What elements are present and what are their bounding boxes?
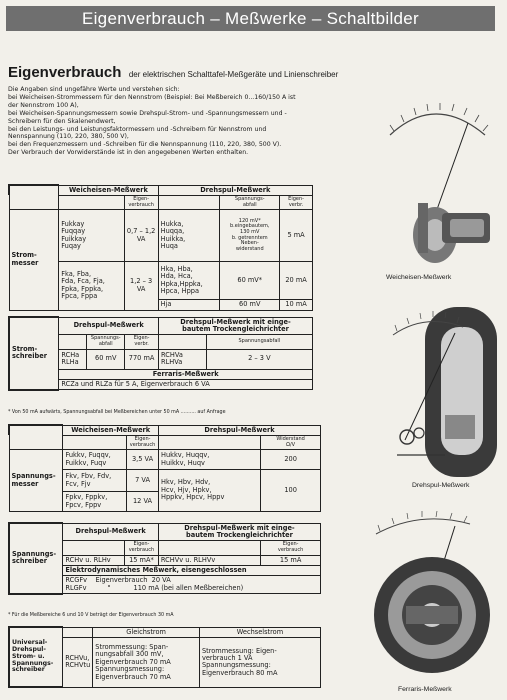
ferraris-messwerk-illustration <box>370 510 500 682</box>
cell-types: Fkv, Fbv, Fdv, Fcv, Fjv <box>63 470 127 492</box>
cell-types: Fukkay Fuqqay Fuikkay Fuqay <box>59 210 124 262</box>
intro-line: Der Verbrauch der Vorwiderstände ist in den angegebenen Werten enthalten. <box>8 149 249 157</box>
spannungsschreiber-table <box>8 522 321 595</box>
intro-line: Die Angaben sind ungefähre Werte und verstehen sich: <box>8 86 180 93</box>
header-eigenverbrauch: Eigen- verbrauch <box>127 435 159 449</box>
section-subtitle: der elektrischen Schalttafel-Meßgeräte und Linienschreiber <box>128 70 339 79</box>
caption-drehspul: Drehspul-Meßwerk <box>412 482 470 489</box>
cell-types: Fka, Fba, Fda, Fca, Fja, Fpka, Fppka, Fpca, Fppa <box>59 262 124 310</box>
cell-value: 200 <box>261 450 321 470</box>
row-label-spannungsmesser: Spannungs- messer <box>9 450 63 512</box>
header-spannungsabfall: Spannungs- abfall <box>87 335 125 349</box>
page-banner: Eigenverbrauch – Meßwerke – Schaltbilder <box>6 6 495 31</box>
header-spannungsabfall: Spannungs- abfall <box>220 195 280 209</box>
header-drehspul: Drehspul-Meßwerk <box>59 317 159 335</box>
footnote: * Für die Meßbereiche 6 und 10 V beträgt der Eigenverbrauch 30 mA <box>8 613 174 618</box>
row-label-spannungsschreiber: Spannungs- schreiber <box>9 523 63 594</box>
cell-types: RCHVu, RCHVtu <box>63 637 93 687</box>
cell-value: 7 VA <box>127 470 159 492</box>
cell-value: 15 mA* <box>124 555 158 565</box>
cell-elektrodynamisch <box>63 576 321 594</box>
cell-value: 100 <box>261 470 321 512</box>
header-wechselstrom: Wechselstrom <box>199 627 320 637</box>
intro-text <box>8 86 306 157</box>
header-ferraris: Ferraris-Meßwerk <box>59 369 313 379</box>
intro-line: bei Weicheisen-Strommessern für den Nennstrom (Beispiel: Bei Meßbereich 0...160/150 A ist der Nennstrom 100 A), <box>8 93 296 109</box>
header-drehspul: Drehspul-Meßwerk <box>158 185 312 195</box>
cell-ferraris: RCZa und RLZa für 5 A, Eigenverbrauch 6 VA <box>59 379 313 389</box>
universal-table <box>8 626 321 688</box>
spannungsmesser-table <box>8 424 321 512</box>
header-drehspul: Drehspul-Meßwerk <box>159 425 321 435</box>
header-eigenverbrauch: Eigen- verbr. <box>280 195 313 209</box>
header-drehspul-gleichrichter: Drehspul-Meßwerk mit einge- bautem Trockengleichrichter <box>159 317 313 335</box>
cell-value: Strommessung: Eigen- verbrauch 1 VA Spannungsmessung: Eigenverbrauch 80 mA <box>199 637 320 687</box>
row-label-universal: Universal- Drehspul- Strom- u. Spannungs- schreiber <box>9 627 63 687</box>
line: RLGFv " 110 mA (bei allen Meßbereichen) <box>65 583 244 592</box>
header-gleichstrom: Gleichstrom <box>93 627 200 637</box>
cell-value: 2 – 3 V <box>206 349 312 369</box>
header-eigenverbrauch: Eigen- verbrauch <box>124 541 158 555</box>
weicheisen-messwerk-illustration <box>380 95 500 275</box>
cell-types: Hukkv, Huqqv, Huikkv, Huqv <box>159 450 261 470</box>
intro-line: bei den Leistungs- und Leistungsfaktormessern und -Schreibern für Nennstrom und Nennspannung (110, 220, 380, 500 V), <box>8 125 267 141</box>
section-title: Eigenverbrauch <box>8 64 122 81</box>
header-eigenverbrauch: Eigen- verbrauch <box>261 541 321 555</box>
cell-types: Hukka, Huqqa, Huikka, Huqa <box>158 210 220 262</box>
cell-types: Hkv, Hbv, Hdv, Hcv, Hjv, Hpkv, Hppkv, Hpcv, Hppv <box>159 470 261 512</box>
header-elektrodynamisch: Elektrodynamisches Meßwerk, eisengeschlossen <box>63 565 321 575</box>
cell-types: Fpkv, Fppkv, Fpcv, Fppv <box>63 492 127 512</box>
header-widerstand: Widerstand Ω/V <box>261 435 321 449</box>
cell-value: 1,2 – 3 VA <box>124 262 158 310</box>
caption-ferraris: Ferraris-Meßwerk <box>398 686 452 693</box>
strommesser-table <box>8 184 313 311</box>
header-eigenverbrauch: Eigen- verbrauch <box>124 195 158 209</box>
row-label-strommesser: Strom- messer <box>9 210 59 310</box>
cell-value: 60 mV <box>87 349 125 369</box>
cell-value: 12 VA <box>127 492 159 512</box>
cell-types: RCHVv u. RLHVv <box>158 555 260 565</box>
cell-types: Hja <box>158 300 220 310</box>
cell-value: 120 mV* b.eingebautem, 130 mV b. getrenntem Neben- widerstand <box>220 210 280 262</box>
cell-value: 3,5 VA <box>127 450 159 470</box>
cell-value: Strommessung: Span- nungsabfall 300 mV, Eigenverbrauch 70 mA Spannungsmessung: Eigenverbrauch 70 mA <box>93 637 200 687</box>
cell-value: 5 mA <box>280 210 313 262</box>
section-heading <box>8 64 338 82</box>
line: RCGFv Eigenverbrauch 20 VA <box>65 576 171 585</box>
cell-types: Hka, Hba, Hda, Hca, Hpka,Hppka, Hpca, Hppa <box>158 262 220 300</box>
header-drehspul: Drehspul-Meßwerk <box>63 523 159 541</box>
cell-value: 770 mA <box>125 349 159 369</box>
header-spannungsabfall: Spannungsabfall <box>206 335 312 349</box>
cell-types: RCHv u. RLHv <box>63 555 125 565</box>
cell-types: RCHa RLHa <box>59 349 87 369</box>
caption-weicheisen: Weicheisen-Meßwerk <box>386 274 452 281</box>
drehspul-messwerk-illustration <box>385 305 500 480</box>
cell-types: Fukkv, Fuqqv, Fuikkv, Fuqv <box>63 450 127 470</box>
header-weicheisen: Weicheisen-Meßwerk <box>59 185 158 195</box>
header-drehspul-gleichrichter: Drehspul-Meßwerk mit einge- bautem Trockengleichrichter <box>158 523 320 541</box>
cell-value: 60 mV <box>220 300 280 310</box>
row-label-stromschreiber: Strom- schreiber <box>9 317 59 390</box>
cell-value: 0,7 – 1,2 VA <box>124 210 158 262</box>
cell-value: 60 mV* <box>220 262 280 300</box>
header-eigenverbrauch: Eigen- verbr. <box>125 335 159 349</box>
cell-value: 10 mA <box>280 300 313 310</box>
header-weicheisen: Weicheisen-Meßwerk <box>63 425 159 435</box>
cell-value: 15 mA <box>261 555 321 565</box>
cell-types: RCHVa RLHVa <box>159 349 207 369</box>
intro-line: bei den Frequenzmessern und -Schreiben für die Nennspannung (110, 220, 380, 500 V). <box>8 141 282 149</box>
cell-value: 20 mA <box>280 262 313 300</box>
footnote: * Von 50 mA aufwärts, Spannungsabfall bei Meßbereichen unter 50 mA .......... auf Anfrage <box>8 410 226 415</box>
stromschreiber-table <box>8 316 313 391</box>
intro-line: bei Weicheisen-Spannungsmessern sowie Drehspul-Strom- und -Spannungsmessern und -Schreibern für den Skalenendwert, <box>8 109 287 125</box>
